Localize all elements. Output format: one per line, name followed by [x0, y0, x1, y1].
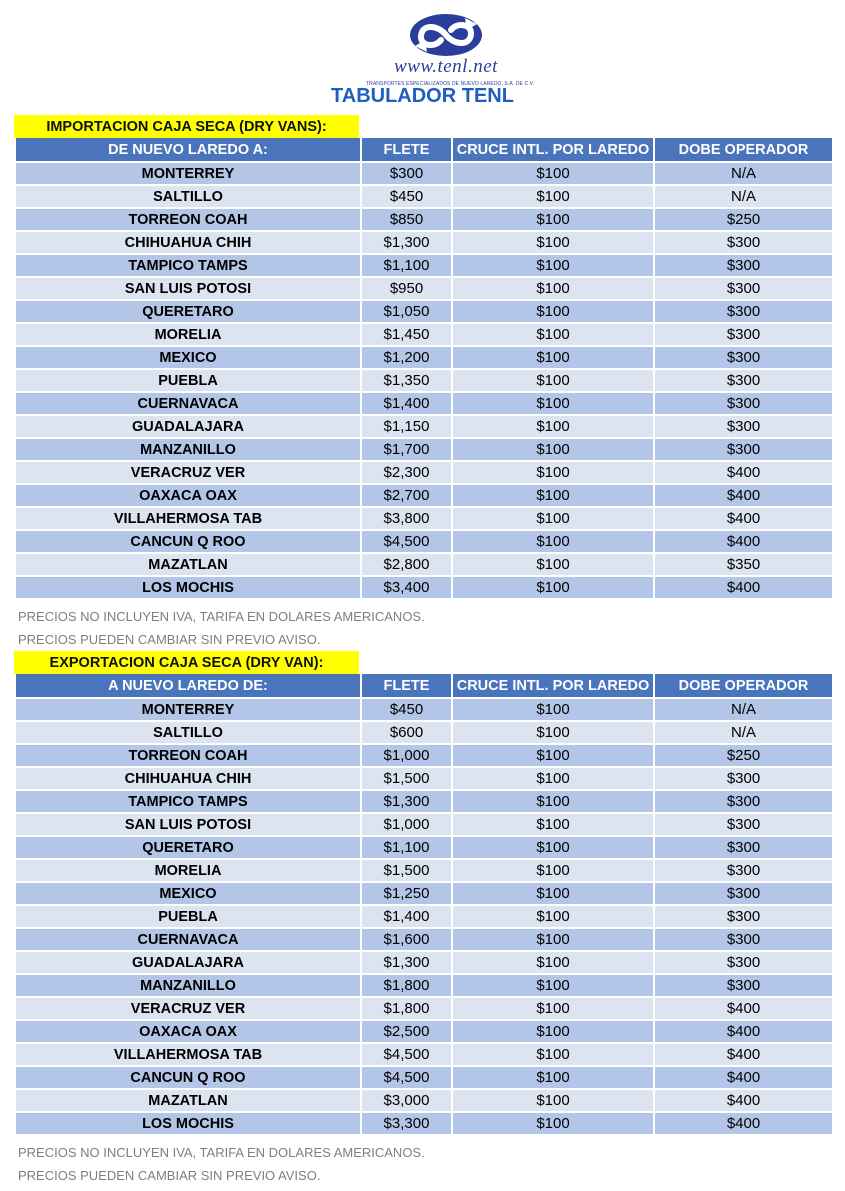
cell-cruce: $100 — [452, 323, 654, 346]
cell-cruce: $100 — [452, 254, 654, 277]
cell-cruce: $100 — [452, 162, 654, 185]
cell-flete: $2,500 — [361, 1020, 452, 1043]
cell-flete: $2,700 — [361, 484, 452, 507]
cell-cruce: $100 — [452, 530, 654, 553]
import-section-title: IMPORTACION CAJA SECA (DRY VANS): — [14, 115, 359, 138]
cell-cruce: $100 — [452, 1089, 654, 1112]
table-row — [15, 1089, 833, 1112]
cell-dobe-operador: $300 — [654, 905, 833, 928]
table-row — [15, 928, 833, 951]
cell-flete: $1,800 — [361, 974, 452, 997]
cell-dobe-operador: N/A — [654, 721, 833, 744]
cell-destination: GUADALAJARA — [15, 951, 361, 974]
table-row — [15, 254, 833, 277]
cell-destination: TORREON COAH — [15, 744, 361, 767]
cell-destination: SAN LUIS POTOSI — [15, 813, 361, 836]
cell-cruce: $100 — [452, 185, 654, 208]
cell-destination: QUERETARO — [15, 836, 361, 859]
company-name: TRANSPORTES ESPECIALIZADOS DE NUEVO LAREDO, S.A. DE C.V. — [366, 81, 535, 87]
cell-destination: VILLAHERMOSA TAB — [15, 1043, 361, 1066]
cell-cruce: $100 — [452, 415, 654, 438]
table-row — [15, 882, 833, 905]
cell-cruce: $100 — [452, 208, 654, 231]
cell-dobe-operador: $400 — [654, 484, 833, 507]
table-row — [15, 1043, 833, 1066]
cell-flete: $4,500 — [361, 1066, 452, 1089]
cell-dobe-operador: $250 — [654, 744, 833, 767]
cell-destination: QUERETARO — [15, 300, 361, 323]
cell-dobe-operador: $300 — [654, 277, 833, 300]
cell-destination: MEXICO — [15, 346, 361, 369]
cell-destination: GUADALAJARA — [15, 415, 361, 438]
cell-destination: MANZANILLO — [15, 974, 361, 997]
table-row — [15, 951, 833, 974]
table-row — [15, 369, 833, 392]
table-row — [15, 1020, 833, 1043]
cell-dobe-operador: $300 — [654, 790, 833, 813]
cell-dobe-operador: $300 — [654, 231, 833, 254]
cell-dobe-operador: $350 — [654, 553, 833, 576]
cell-flete: $3,400 — [361, 576, 452, 599]
cell-flete: $1,100 — [361, 254, 452, 277]
cell-dobe-operador: $300 — [654, 415, 833, 438]
cell-cruce: $100 — [452, 698, 654, 721]
column-header-cruce: CRUCE INTL. POR LAREDO — [452, 138, 654, 162]
cell-destination: MORELIA — [15, 859, 361, 882]
cell-dobe-operador: $300 — [654, 438, 833, 461]
cell-cruce: $100 — [452, 553, 654, 576]
table-row — [15, 767, 833, 790]
cell-flete: $1,150 — [361, 415, 452, 438]
cell-flete: $1,600 — [361, 928, 452, 951]
cell-destination: PUEBLA — [15, 905, 361, 928]
table-row — [15, 744, 833, 767]
cell-destination: MEXICO — [15, 882, 361, 905]
table-row — [15, 530, 833, 553]
cell-destination: MAZATLAN — [15, 553, 361, 576]
cell-cruce: $100 — [452, 1066, 654, 1089]
table-row — [15, 208, 833, 231]
cell-cruce: $100 — [452, 438, 654, 461]
cell-destination: VILLAHERMOSA TAB — [15, 507, 361, 530]
cell-cruce: $100 — [452, 392, 654, 415]
cell-flete: $450 — [361, 185, 452, 208]
column-header-flete: FLETE — [361, 138, 452, 162]
column-header-origin: A NUEVO LAREDO DE: — [15, 674, 361, 698]
cell-flete: $1,300 — [361, 790, 452, 813]
table-header-row — [15, 138, 833, 162]
cell-flete: $1,400 — [361, 905, 452, 928]
table-row — [15, 813, 833, 836]
cell-cruce: $100 — [452, 790, 654, 813]
logo-url-text: www.tenl.net — [394, 56, 498, 77]
cell-flete: $4,500 — [361, 530, 452, 553]
cell-cruce: $100 — [452, 882, 654, 905]
cell-flete: $2,800 — [361, 553, 452, 576]
cell-destination: LOS MOCHIS — [15, 1112, 361, 1135]
cell-cruce: $100 — [452, 1020, 654, 1043]
table-row — [15, 1112, 833, 1135]
cell-dobe-operador: $400 — [654, 1043, 833, 1066]
cell-cruce: $100 — [452, 767, 654, 790]
cell-destination: MORELIA — [15, 323, 361, 346]
table-row — [15, 438, 833, 461]
cell-flete: $300 — [361, 162, 452, 185]
cell-dobe-operador: $400 — [654, 461, 833, 484]
table-row — [15, 277, 833, 300]
cell-flete: $1,000 — [361, 813, 452, 836]
cell-cruce: $100 — [452, 369, 654, 392]
table-row — [15, 1066, 833, 1089]
cell-destination: MAZATLAN — [15, 1089, 361, 1112]
table-header-row — [15, 674, 833, 698]
table-row — [15, 974, 833, 997]
cell-dobe-operador: $400 — [654, 507, 833, 530]
cell-dobe-operador: $300 — [654, 323, 833, 346]
cell-flete: $450 — [361, 698, 452, 721]
cell-cruce: $100 — [452, 231, 654, 254]
cell-flete: $850 — [361, 208, 452, 231]
export-section-title: EXPORTACION CAJA SECA (DRY VAN): — [14, 651, 359, 674]
cell-destination: MONTERREY — [15, 162, 361, 185]
column-header-cruce: CRUCE INTL. POR LAREDO — [452, 674, 654, 698]
cell-dobe-operador: $300 — [654, 392, 833, 415]
column-header-dobe: DOBE OPERADOR — [654, 674, 833, 698]
cell-destination: VERACRUZ VER — [15, 997, 361, 1020]
cell-dobe-operador: $300 — [654, 859, 833, 882]
table-row — [15, 392, 833, 415]
note-text: PRECIOS PUEDEN CAMBIAR SIN PREVIO AVISO. — [18, 632, 321, 647]
table-row — [15, 790, 833, 813]
cell-cruce: $100 — [452, 905, 654, 928]
cell-flete: $1,300 — [361, 231, 452, 254]
table-row — [15, 997, 833, 1020]
cell-dobe-operador: $300 — [654, 346, 833, 369]
cell-flete: $1,000 — [361, 744, 452, 767]
cell-cruce: $100 — [452, 813, 654, 836]
table-row — [15, 553, 833, 576]
page-title: TABULADOR TENL — [331, 85, 514, 107]
cell-flete: $3,000 — [361, 1089, 452, 1112]
table-row — [15, 484, 833, 507]
cell-dobe-operador: $300 — [654, 836, 833, 859]
table-row — [15, 461, 833, 484]
table-row — [15, 323, 833, 346]
cell-flete: $1,200 — [361, 346, 452, 369]
cell-destination: MANZANILLO — [15, 438, 361, 461]
export-rates-table — [14, 674, 834, 1136]
cell-flete: $3,800 — [361, 507, 452, 530]
export-section — [14, 651, 832, 1136]
cell-dobe-operador: $250 — [654, 208, 833, 231]
cell-flete: $1,400 — [361, 392, 452, 415]
cell-destination: SAN LUIS POTOSI — [15, 277, 361, 300]
cell-destination: VERACRUZ VER — [15, 461, 361, 484]
cell-dobe-operador: $400 — [654, 1089, 833, 1112]
import-notes — [18, 605, 425, 651]
cell-cruce: $100 — [452, 346, 654, 369]
table-row — [15, 721, 833, 744]
cell-cruce: $100 — [452, 277, 654, 300]
cell-destination: CANCUN Q ROO — [15, 1066, 361, 1089]
company-logo — [366, 12, 535, 90]
cell-dobe-operador: $300 — [654, 974, 833, 997]
import-rates-table — [14, 138, 834, 600]
cell-dobe-operador: $300 — [654, 951, 833, 974]
table-row — [15, 859, 833, 882]
cell-cruce: $100 — [452, 744, 654, 767]
cell-flete: $4,500 — [361, 1043, 452, 1066]
cell-cruce: $100 — [452, 836, 654, 859]
cell-destination: TORREON COAH — [15, 208, 361, 231]
column-header-destination: DE NUEVO LAREDO A: — [15, 138, 361, 162]
table-row — [15, 300, 833, 323]
cell-cruce: $100 — [452, 951, 654, 974]
cell-dobe-operador: $400 — [654, 997, 833, 1020]
cell-cruce: $100 — [452, 859, 654, 882]
cell-destination: CHIHUAHUA CHIH — [15, 231, 361, 254]
cell-flete: $1,250 — [361, 882, 452, 905]
infinity-arrows-icon — [407, 12, 485, 58]
cell-destination: LOS MOCHIS — [15, 576, 361, 599]
cell-flete: $1,500 — [361, 767, 452, 790]
import-section — [14, 115, 832, 600]
table-row — [15, 346, 833, 369]
table-row — [15, 415, 833, 438]
cell-dobe-operador: N/A — [654, 698, 833, 721]
table-row — [15, 162, 833, 185]
cell-dobe-operador: $400 — [654, 530, 833, 553]
cell-dobe-operador: $300 — [654, 813, 833, 836]
cell-destination: OAXACA OAX — [15, 484, 361, 507]
cell-dobe-operador: $300 — [654, 767, 833, 790]
cell-flete: $950 — [361, 277, 452, 300]
cell-cruce: $100 — [452, 974, 654, 997]
table-row — [15, 698, 833, 721]
cell-flete: $3,300 — [361, 1112, 452, 1135]
cell-cruce: $100 — [452, 507, 654, 530]
cell-flete: $1,450 — [361, 323, 452, 346]
cell-destination: CANCUN Q ROO — [15, 530, 361, 553]
cell-destination: CUERNAVACA — [15, 392, 361, 415]
cell-dobe-operador: $300 — [654, 369, 833, 392]
cell-cruce: $100 — [452, 1112, 654, 1135]
cell-destination: SALTILLO — [15, 721, 361, 744]
cell-dobe-operador: N/A — [654, 162, 833, 185]
cell-destination: CUERNAVACA — [15, 928, 361, 951]
table-row — [15, 507, 833, 530]
cell-flete: $1,350 — [361, 369, 452, 392]
cell-cruce: $100 — [452, 997, 654, 1020]
table-row — [15, 576, 833, 599]
cell-dobe-operador: $400 — [654, 1112, 833, 1135]
cell-destination: PUEBLA — [15, 369, 361, 392]
note-text: PRECIOS PUEDEN CAMBIAR SIN PREVIO AVISO. — [18, 1168, 321, 1183]
cell-cruce: $100 — [452, 928, 654, 951]
cell-flete: $1,500 — [361, 859, 452, 882]
table-row — [15, 231, 833, 254]
cell-dobe-operador: $300 — [654, 300, 833, 323]
cell-dobe-operador: $400 — [654, 1020, 833, 1043]
cell-destination: TAMPICO TAMPS — [15, 254, 361, 277]
note-text: PRECIOS NO INCLUYEN IVA, TARIFA EN DOLARES AMERICANOS. — [18, 1145, 425, 1160]
cell-dobe-operador: $300 — [654, 882, 833, 905]
cell-flete: $1,100 — [361, 836, 452, 859]
table-row — [15, 185, 833, 208]
cell-flete: $1,800 — [361, 997, 452, 1020]
table-row — [15, 905, 833, 928]
cell-cruce: $100 — [452, 300, 654, 323]
export-notes — [18, 1141, 425, 1187]
cell-dobe-operador: $400 — [654, 1066, 833, 1089]
cell-flete: $1,050 — [361, 300, 452, 323]
cell-dobe-operador: $300 — [654, 254, 833, 277]
cell-dobe-operador: $400 — [654, 576, 833, 599]
cell-destination: MONTERREY — [15, 698, 361, 721]
cell-destination: OAXACA OAX — [15, 1020, 361, 1043]
table-row — [15, 836, 833, 859]
cell-flete: $2,300 — [361, 461, 452, 484]
cell-destination: CHIHUAHUA CHIH — [15, 767, 361, 790]
cell-cruce: $100 — [452, 721, 654, 744]
cell-cruce: $100 — [452, 576, 654, 599]
cell-dobe-operador: N/A — [654, 185, 833, 208]
cell-cruce: $100 — [452, 461, 654, 484]
column-header-dobe: DOBE OPERADOR — [654, 138, 833, 162]
cell-flete: $1,300 — [361, 951, 452, 974]
cell-cruce: $100 — [452, 484, 654, 507]
cell-cruce: $100 — [452, 1043, 654, 1066]
note-text: PRECIOS NO INCLUYEN IVA, TARIFA EN DOLARES AMERICANOS. — [18, 609, 425, 624]
cell-destination: TAMPICO TAMPS — [15, 790, 361, 813]
cell-flete: $1,700 — [361, 438, 452, 461]
cell-destination: SALTILLO — [15, 185, 361, 208]
column-header-flete: FLETE — [361, 674, 452, 698]
cell-dobe-operador: $300 — [654, 928, 833, 951]
cell-flete: $600 — [361, 721, 452, 744]
